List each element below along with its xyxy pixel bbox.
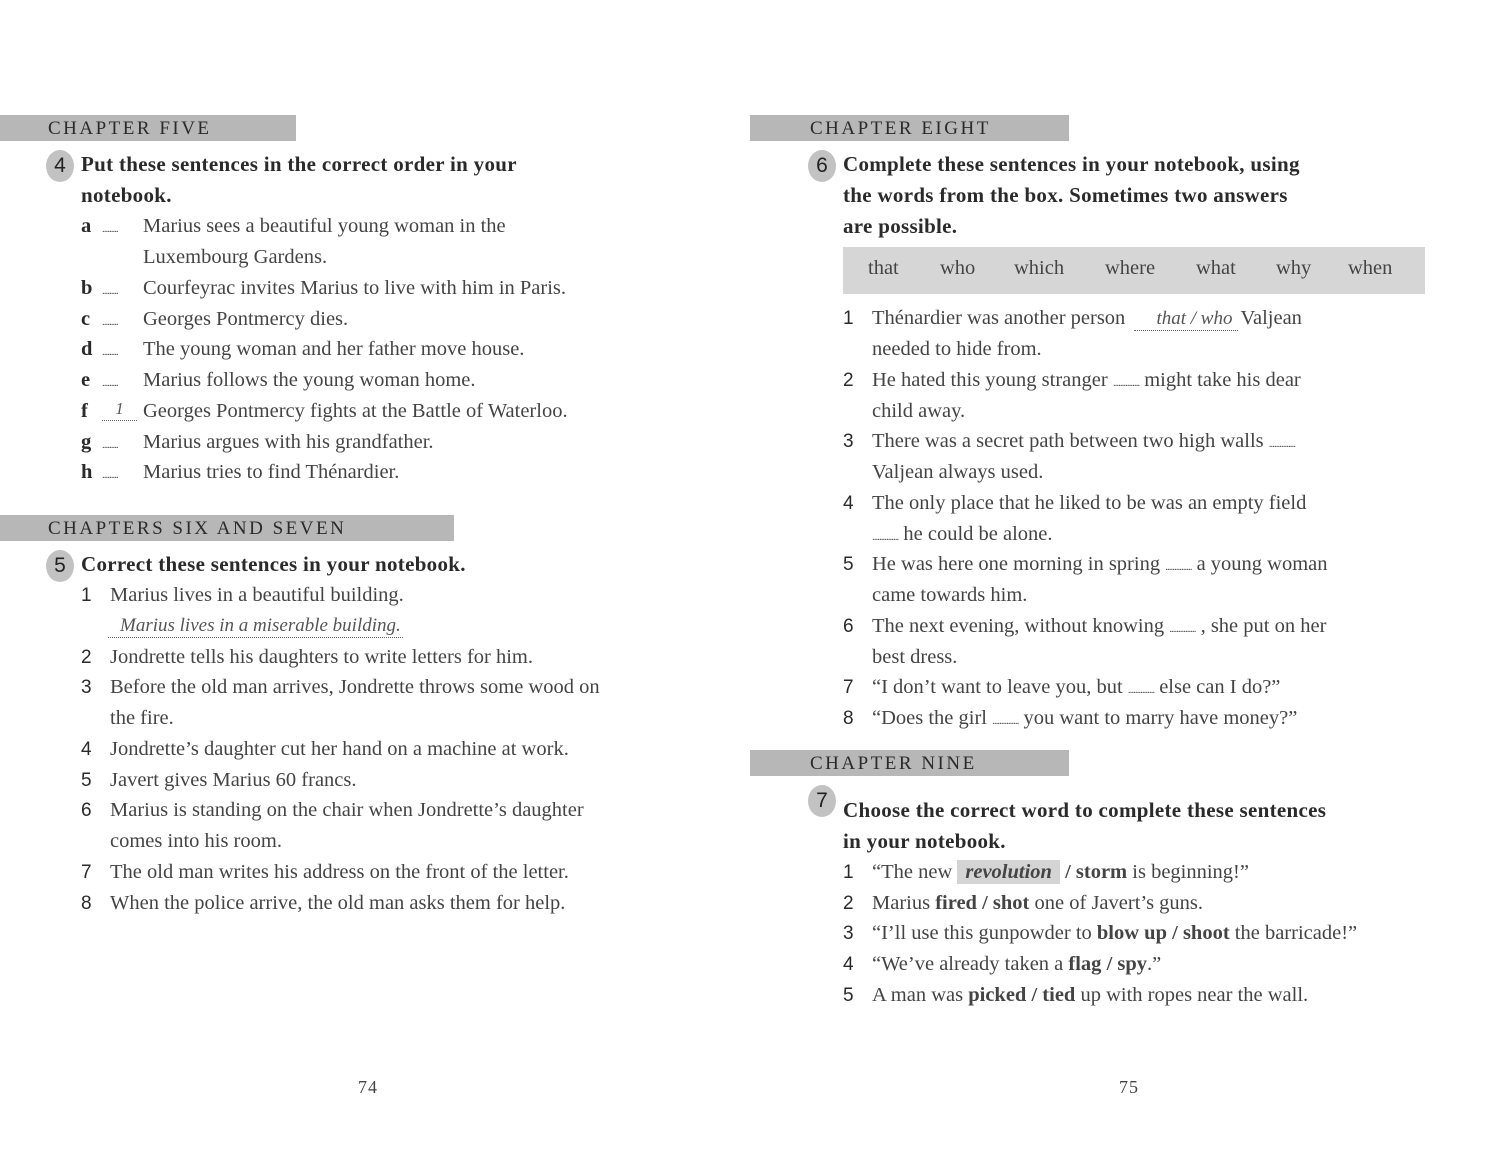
word-separator: / — [1106, 953, 1113, 975]
instruction-line: Choose the correct word to complete these sentences — [843, 798, 1327, 822]
item-text-part: up with ropes near the wall. — [1080, 984, 1309, 1006]
item-text: Marius tries to find Thénardier. — [143, 461, 400, 483]
item-text-part: He hated this young stranger — [872, 369, 1108, 391]
item-text-part: “The new — [872, 861, 953, 883]
item-text-part: is beginning!” — [1132, 861, 1249, 883]
word-option: when — [1348, 257, 1393, 279]
item-text — [872, 611, 1326, 645]
word-option: who — [940, 257, 976, 279]
example-answer-row — [108, 610, 403, 641]
highlighted-answer: revolution — [957, 860, 1060, 884]
item-number: 3 — [81, 677, 92, 698]
handwritten-answer: 1 — [102, 398, 137, 421]
item-text: Georges Pontmercy fights at the Battle of Waterloo. — [143, 400, 568, 422]
item-text — [872, 672, 1280, 706]
item-text: Marius argues with his grandfather. — [143, 431, 434, 453]
answer-blank: ......... — [102, 469, 118, 481]
item-text: came towards him. — [872, 584, 1028, 606]
item-number: 8 — [81, 893, 92, 914]
item-number: 5 — [81, 770, 92, 791]
item-text: best dress. — [872, 646, 958, 668]
exercise-number-badge: 5 — [46, 550, 74, 582]
item-text — [872, 703, 1297, 737]
answer-blank: ......... — [102, 346, 118, 358]
item-label: d — [81, 338, 93, 360]
chapter-eight-header — [750, 115, 1069, 141]
exercise-instruction — [81, 149, 517, 211]
answer-blank: ............... — [1169, 623, 1196, 635]
chapter-five-header — [0, 115, 296, 141]
item-number: 2 — [843, 370, 854, 391]
item-text: Georges Pontmercy dies. — [143, 308, 349, 330]
word-choice: fired — [935, 892, 977, 914]
item-number: 1 — [843, 308, 854, 329]
item-text: Javert gives Marius 60 francs. — [110, 769, 357, 791]
item-text-part: “I don’t want to leave you, but — [872, 676, 1123, 698]
answer-blank: ............... — [872, 531, 899, 543]
word-separator: / — [1172, 922, 1178, 944]
item-text-part: .” — [1147, 953, 1162, 975]
item-text: Marius sees a beautiful young woman in the — [143, 215, 506, 237]
instruction-line: in your notebook. — [843, 829, 1006, 853]
item-text: Marius is standing on the chair when Jondrette’s daughter — [110, 799, 584, 821]
answer-blank: ......... — [102, 285, 118, 297]
word-separator: / — [982, 892, 988, 914]
handwritten-answer: that / who — [1134, 308, 1238, 331]
answer-blank: ............... — [1127, 684, 1155, 696]
item-text: comes into his room. — [110, 830, 282, 852]
item-text: The young woman and her father move house. — [143, 338, 525, 360]
word-option: that — [868, 257, 899, 279]
answer-blank: ......... — [102, 316, 118, 328]
word-choice: storm — [1075, 861, 1128, 883]
item-text-part: might take his dear — [1144, 369, 1301, 391]
item-number: 4 — [843, 954, 854, 975]
item-text-part: , she put on her — [1200, 615, 1327, 637]
exercise-number-badge: 6 — [808, 150, 836, 182]
answer-blank: ............... — [1165, 561, 1192, 573]
word-option: why — [1276, 257, 1312, 279]
word-choice: picked — [968, 984, 1027, 1006]
answer-blank: ......... — [102, 223, 118, 235]
word-option: where — [1105, 257, 1156, 279]
item-label: h — [81, 461, 93, 483]
item-text-part: else can I do?” — [1159, 676, 1281, 698]
word-separator: / — [1065, 861, 1071, 883]
answer-blank: ......... — [102, 439, 118, 451]
item-text-part: The next evening, without knowing — [872, 615, 1165, 637]
instruction-line: Complete these sentences in your notebook, using — [843, 152, 1300, 176]
chapter-title: CHAPTER FIVE — [48, 118, 212, 139]
item-text-part: the barricade!” — [1234, 922, 1358, 944]
word-choice: tied — [1042, 984, 1076, 1006]
word-choice: blow up — [1096, 922, 1167, 944]
item-text: The only place that he liked to be was an empty field — [872, 492, 1307, 514]
item-text — [872, 857, 1249, 888]
word-choice: flag — [1068, 953, 1102, 975]
item-text: Marius follows the young woman home. — [143, 369, 476, 391]
item-text: the fire. — [110, 707, 174, 729]
item-text — [872, 888, 1203, 919]
item-text-part: “Does the girl — [872, 707, 987, 729]
chapter-nine-header — [750, 750, 1069, 776]
item-label: b — [81, 277, 93, 299]
item-number: 5 — [843, 554, 854, 575]
chapter-title: CHAPTER NINE — [810, 753, 977, 774]
item-text — [872, 949, 1161, 980]
answer-blank: ............... — [1268, 438, 1296, 450]
item-text: Before the old man arrives, Jondrette throws some wood on — [110, 676, 600, 698]
item-number: 7 — [843, 677, 854, 698]
item-text-part: you want to marry have money?” — [1023, 707, 1298, 729]
item-text — [872, 980, 1308, 1011]
chapter-title: CHAPTERS SIX AND SEVEN — [48, 518, 347, 539]
word-separator: / — [1031, 984, 1038, 1006]
item-text: child away. — [872, 400, 966, 422]
chapters-six-seven-header — [0, 515, 454, 541]
exercise-instruction — [843, 149, 1300, 242]
item-label: a — [81, 215, 92, 237]
item-label: e — [81, 369, 91, 391]
word-option: which — [1014, 257, 1065, 279]
item-number: 5 — [843, 985, 854, 1006]
item-number: 4 — [843, 493, 854, 514]
answer-blank: ............... — [992, 715, 1019, 727]
item-text — [872, 426, 1295, 460]
item-text-part: Thénardier was another person — [872, 307, 1126, 329]
instruction-line: Correct these sentences in your notebook. — [81, 552, 466, 576]
instruction-line: Put these sentences in the correct order in your — [81, 152, 517, 176]
item-text: Luxembourg Gardens. — [143, 246, 328, 268]
item-number: 6 — [843, 616, 854, 637]
item-number: 6 — [81, 800, 92, 821]
instruction-line: the words from the box. Sometimes two answers — [843, 183, 1288, 207]
exercise-instruction — [81, 549, 466, 580]
item-text-part: he could be alone. — [903, 523, 1053, 545]
word-choice: shot — [992, 892, 1030, 914]
item-text-part: “I’ll use this gunpowder to — [872, 922, 1092, 944]
item-number: 1 — [843, 862, 854, 883]
right-page — [750, 0, 1500, 1151]
item-number: 1 — [81, 585, 92, 606]
item-text — [872, 918, 1357, 949]
answer-blank: ............... — [1112, 377, 1140, 389]
item-number: 2 — [843, 893, 854, 914]
instruction-line: are possible. — [843, 214, 958, 238]
item-text-part: “We’ve already taken a — [872, 953, 1064, 975]
answer-blank: ......... — [102, 377, 118, 389]
exercise-number-badge: 7 — [808, 785, 836, 817]
item-number: 3 — [843, 431, 854, 452]
item-text-part: He was here one morning in spring — [872, 553, 1161, 575]
item-text: Valjean always used. — [872, 461, 1044, 483]
exercise-number-badge: 4 — [46, 150, 74, 182]
exercise-instruction — [843, 795, 1326, 857]
word-choice: shoot — [1182, 922, 1230, 944]
item-number: 2 — [81, 647, 92, 668]
item-text — [872, 549, 1328, 583]
handwritten-answer: Marius lives in a miserable building. — [108, 615, 403, 638]
item-text — [872, 303, 1302, 334]
item-number: 8 — [843, 708, 854, 729]
word-option: what — [1196, 257, 1236, 279]
item-text-part: There was a secret path between two high walls — [872, 430, 1264, 452]
page-number: 75 — [1119, 1077, 1139, 1097]
item-text-part: A man was — [872, 984, 964, 1006]
item-text-part: Marius — [872, 892, 931, 914]
item-text: When the police arrive, the old man asks them for help. — [110, 892, 566, 914]
instruction-line: notebook. — [81, 183, 172, 207]
item-text: Courfeyrac invites Marius to live with him in Paris. — [143, 277, 567, 299]
page-number: 74 — [358, 1077, 378, 1097]
item-text — [872, 365, 1301, 399]
item-text-part: Valjean — [1240, 307, 1302, 329]
chapter-title: CHAPTER EIGHT — [810, 118, 991, 139]
item-text: Marius lives in a beautiful building. — [110, 584, 404, 606]
item-number: 4 — [81, 739, 92, 760]
item-label: f — [81, 400, 88, 422]
item-number: 7 — [81, 862, 92, 883]
item-text-part: a young woman — [1196, 553, 1328, 575]
word-box — [843, 247, 1425, 294]
item-text — [872, 519, 1053, 553]
item-text: needed to hide from. — [872, 338, 1042, 360]
word-choice: spy — [1117, 953, 1148, 975]
item-label: g — [81, 431, 92, 453]
item-text-part: one of Javert’s guns. — [1034, 892, 1204, 914]
item-number: 3 — [843, 923, 854, 944]
item-text: The old man writes his address on the front of the letter. — [110, 861, 569, 883]
item-text: Jondrette tells his daughters to write letters for him. — [110, 646, 534, 668]
item-text: Jondrette’s daughter cut her hand on a machine at work. — [110, 738, 569, 760]
item-label: c — [81, 308, 91, 330]
